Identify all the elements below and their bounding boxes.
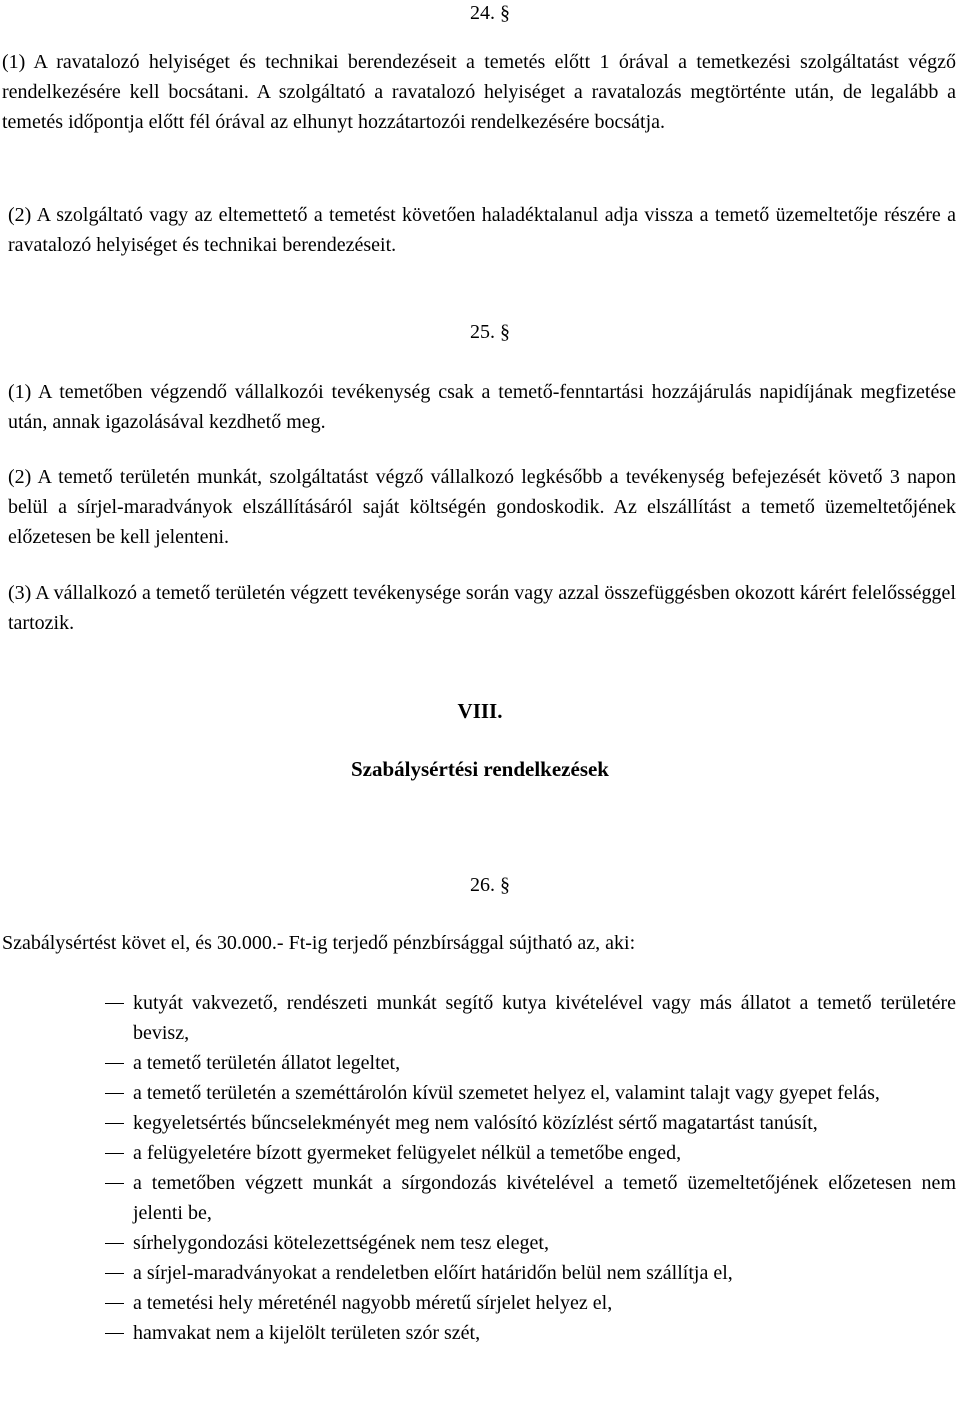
list-item: a temetőben végzett munkát a sírgondozás kivételével a temető üzemeltetőjének előzetesen nem jelenti be, [0, 1168, 960, 1228]
section-24-paragraph-2: (2) A szolgáltató vagy az eltemettető a temetést követően haladéktalanul adja vissza a temető üzemeltetője részére a ravatalozó helyiséget és technikai berendezéseit. [8, 204, 956, 256]
dash-bullet [105, 1228, 125, 1258]
list-item: a felügyeletére bízott gyermeket felügyelet nélkül a temetőbe enged, [0, 1138, 960, 1168]
section-26-intro: Szabálysértést követ el, és 30.000.- Ft-ig terjedő pénzbírsággal sújtható az, aki: [2, 932, 636, 954]
dash-bullet [105, 988, 125, 1018]
list-item: a temetési hely méreténél nagyobb méretű sírjelet helyez el, [0, 1288, 960, 1318]
dash-bullet [105, 1138, 125, 1168]
dash-bullet [105, 1078, 125, 1108]
dash-bullet [105, 1168, 125, 1198]
section-25-heading: 25. § [470, 321, 510, 343]
offense-list [0, 988, 960, 1348]
section-26-heading: 26. § [470, 874, 510, 896]
list-item: sírhelygondozási kötelezettségének nem tesz eleget, [0, 1228, 960, 1258]
list-item: a temető területén állatot legeltet, [0, 1048, 960, 1078]
dash-bullet [105, 1318, 125, 1348]
section-25-paragraph-3: (3) A vállalkozó a temető területén végzett tevékenysége során vagy azzal összefüggésben okozott kárért felelősséggel tartozik. [8, 582, 956, 634]
list-item: a sírjel-maradványokat a rendeletben előírt határidőn belül nem szállítja el, [0, 1258, 960, 1288]
list-item: a temető területén a szeméttárolón kívül szemetet helyez el, valamint talajt vagy gyepet felás, [0, 1078, 960, 1108]
dash-bullet [105, 1288, 125, 1318]
chapter-number: VIII. [457, 699, 503, 723]
section-24-paragraph-1: (1) A ravatalozó helyiséget és technikai berendezéseit a temetés előtt 1 órával a temetkezési szolgáltatást végző rendelkezésére kell bocsátani. A szolgáltató a ravatalozó helyiséget a ravatalozás megtörténte után, de legalább a temetés időpontja előtt fél órával az elhunyt hozzátartozói rendelkezésére bocsátja. [2, 51, 956, 133]
dash-bullet [105, 1048, 125, 1078]
dash-bullet [105, 1258, 125, 1288]
section-25-paragraph-1: (1) A temetőben végzendő vállalkozói tevékenység csak a temető-fenntartási hozzájárulás napidíjának megfizetése után, annak igazolásával kezdhető meg. [8, 381, 956, 433]
list-item: kegyeletsértés bűncselekményét meg nem valósító közízlést sértő magatartást tanúsít, [0, 1108, 960, 1138]
list-item: kutyát vakvezető, rendészeti munkát segítő kutya kivételével vagy más állatot a temető területére bevisz, [0, 988, 960, 1048]
list-item: hamvakat nem a kijelölt területen szór szét, [0, 1318, 960, 1348]
chapter-title: Szabálysértési rendelkezések [351, 757, 609, 781]
section-25-paragraph-2: (2) A temető területén munkát, szolgáltatást végző vállalkozó legkésőbb a tevékenység befejezését követő 3 napon belül a sírjel-maradványok elszállításáról saját költségén gondoskodik. Az elszállítást a temető üzemeltetőjének előzetesen be kell jelenteni. [8, 466, 956, 548]
dash-bullet [105, 1108, 125, 1138]
section-24-heading: 24. § [470, 2, 510, 24]
